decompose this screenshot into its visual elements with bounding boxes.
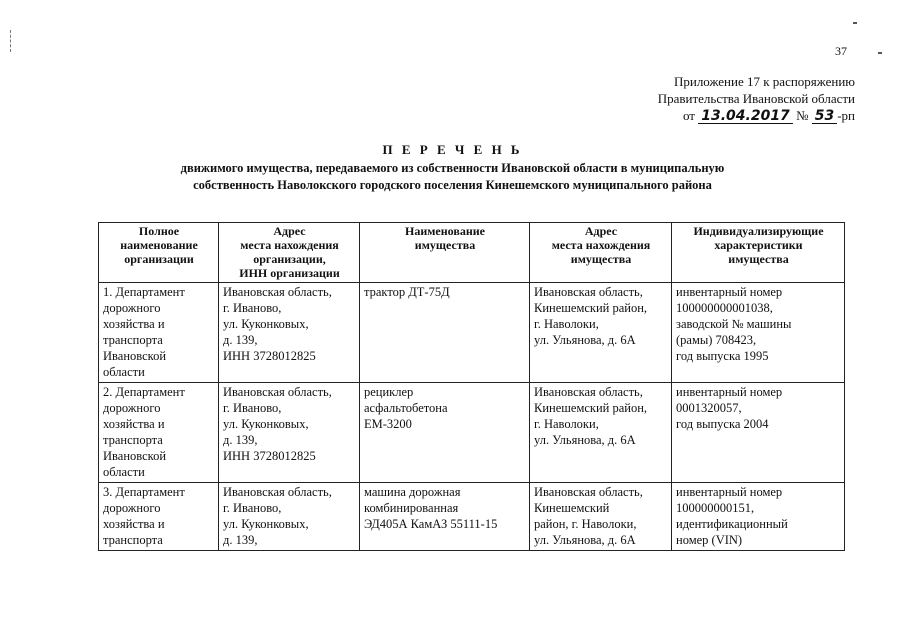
cell-line: Ивановская область, [534, 285, 643, 299]
cell-line: заводской № машины [676, 317, 792, 331]
page-number: 37 [835, 44, 847, 58]
table-cell [530, 383, 672, 483]
appendix-line-1: Приложение 17 к распоряжению [673, 74, 855, 89]
cell-line: ул. Ульянова, д. 6А [534, 433, 636, 447]
table-header-row [99, 223, 845, 283]
cell-line: г. Иваново, [223, 501, 282, 515]
scan-mark [853, 22, 857, 24]
cell-line: Кинешемский район, [534, 301, 648, 315]
cell-line: Индивидуализирующие [693, 224, 824, 238]
appendix-line-2: Правительства Ивановской области [657, 91, 855, 106]
table-cell [672, 383, 845, 483]
cell-line: Полное [138, 224, 180, 238]
cell-line: характеристики [714, 238, 803, 252]
cell-line: рециклер [364, 385, 414, 399]
table-cell [360, 383, 530, 483]
subtitle-line-2: собственность Наволокского городского поселения Кинешемского муниципального района [193, 178, 712, 192]
cell-line: ул. Куконковых, [223, 417, 309, 431]
number-prefix: № [796, 108, 809, 123]
cell-line: Кинешемский [534, 501, 610, 515]
cell-line: транспорта [103, 333, 163, 347]
cell-line: транспорта [103, 433, 163, 447]
table-cell [99, 283, 219, 383]
header-organization-address [219, 223, 360, 283]
table-row [99, 483, 845, 551]
cell-line: трактор ДТ-75Д [364, 285, 450, 299]
table-cell [360, 483, 530, 551]
cell-line: имущества [570, 252, 632, 266]
cell-line: дорожного [103, 401, 161, 415]
header-organization-name [99, 223, 219, 283]
cell-line: имущества [728, 252, 789, 266]
cell-line: г. Иваново, [223, 401, 282, 415]
number-suffix: -рп [837, 108, 855, 123]
appendix-date-line [658, 107, 855, 124]
cell-line: организации, [253, 252, 326, 266]
cell-line: ИНН 3728012825 [223, 349, 316, 363]
cell-line: (рамы) 708423, [676, 333, 757, 347]
table-cell [219, 283, 360, 383]
margin-mark [10, 30, 12, 52]
cell-line: транспорта [103, 533, 163, 547]
cell-line: д. 139, [223, 433, 258, 447]
table-cell [672, 483, 845, 551]
cell-line: ЭД405А КамАЗ 55111-15 [364, 517, 498, 531]
table-cell [219, 383, 360, 483]
cell-line: д. 139, [223, 333, 258, 347]
cell-line: Адрес [584, 224, 618, 238]
cell-line: идентификационный [676, 517, 788, 531]
cell-line: Ивановская область, [223, 385, 332, 399]
table-cell [360, 283, 530, 383]
cell-line: 1. Департамент [103, 285, 185, 299]
cell-line: дорожного [103, 301, 161, 315]
cell-line: 100000000001038, [676, 301, 773, 315]
cell-line: области [103, 465, 145, 479]
cell-line: Ивановская область, [534, 485, 643, 499]
header-property-characteristics [672, 223, 845, 283]
cell-line: 3. Департамент [103, 485, 185, 499]
cell-line: Ивановской [103, 449, 167, 463]
cell-line: области [103, 365, 145, 379]
cell-line: комбинированная [364, 501, 459, 515]
cell-line: Ивановская область, [223, 485, 332, 499]
cell-line: хозяйства и [103, 317, 165, 331]
cell-line: инвентарный номер [676, 385, 783, 399]
cell-line: год выпуска 1995 [676, 349, 769, 363]
cell-line: ул. Ульянова, д. 6А [534, 533, 636, 547]
table-cell [219, 483, 360, 551]
cell-line: места нахождения [240, 238, 339, 252]
cell-line: Ивановская область, [534, 385, 643, 399]
cell-line: машина дорожная [364, 485, 461, 499]
subtitle-line-1: движимого имущества, передаваемого из собственности Ивановской области в муниципальную [180, 161, 725, 175]
cell-line: инвентарный номер [676, 485, 783, 499]
cell-line: д. 139, [223, 533, 258, 547]
cell-line: хозяйства и [103, 417, 165, 431]
cell-line: ул. Ульянова, д. 6А [534, 333, 636, 347]
scan-mark [878, 52, 882, 54]
cell-line: ИНН 3728012825 [223, 449, 316, 463]
date-prefix: от [682, 108, 695, 123]
cell-line: 100000000151, [676, 501, 755, 515]
property-table [98, 222, 845, 551]
cell-line: 0001320057, [676, 401, 742, 415]
cell-line: имущества [414, 238, 476, 252]
cell-line: номер (VIN) [676, 533, 743, 547]
handwritten-number: 53 [812, 109, 837, 124]
table-cell [672, 283, 845, 383]
cell-line: Наименование [405, 224, 485, 238]
cell-line: места нахождения [551, 238, 651, 252]
handwritten-date: 13.04.2017 [698, 109, 793, 124]
cell-line: ИНН организации [239, 266, 340, 280]
cell-line: Ивановская область, [223, 285, 332, 299]
cell-line: инвентарный номер [676, 285, 783, 299]
cell-line: г. Иваново, [223, 301, 282, 315]
cell-line: Кинешемский район, [534, 401, 648, 415]
cell-line: асфальтобетона [364, 401, 448, 415]
table-row [99, 383, 845, 483]
header-property-address [530, 223, 672, 283]
cell-line: организации [124, 252, 194, 266]
document-title: П Е Р Е Ч Е Н Ь [382, 142, 523, 157]
appendix-block [658, 73, 855, 124]
cell-line: Ивановской [103, 349, 167, 363]
document-subtitle [0, 160, 905, 194]
cell-line: район, г. Наволоки, [534, 517, 637, 531]
cell-line: г. Наволоки, [534, 317, 599, 331]
table-cell [99, 383, 219, 483]
header-property-name [360, 223, 530, 283]
table-cell [530, 483, 672, 551]
table-cell [99, 483, 219, 551]
cell-line: ул. Куконковых, [223, 317, 309, 331]
table-cell [530, 283, 672, 383]
cell-line: дорожного [103, 501, 161, 515]
cell-line: ул. Куконковых, [223, 517, 309, 531]
cell-line: г. Наволоки, [534, 417, 599, 431]
cell-line: 2. Департамент [103, 385, 185, 399]
cell-line: хозяйства и [103, 517, 165, 531]
cell-line: год выпуска 2004 [676, 417, 769, 431]
table-row [99, 283, 845, 383]
cell-line: наименование [120, 238, 198, 252]
cell-line: Адрес [273, 224, 306, 238]
cell-line: ЕМ-3200 [364, 417, 412, 431]
